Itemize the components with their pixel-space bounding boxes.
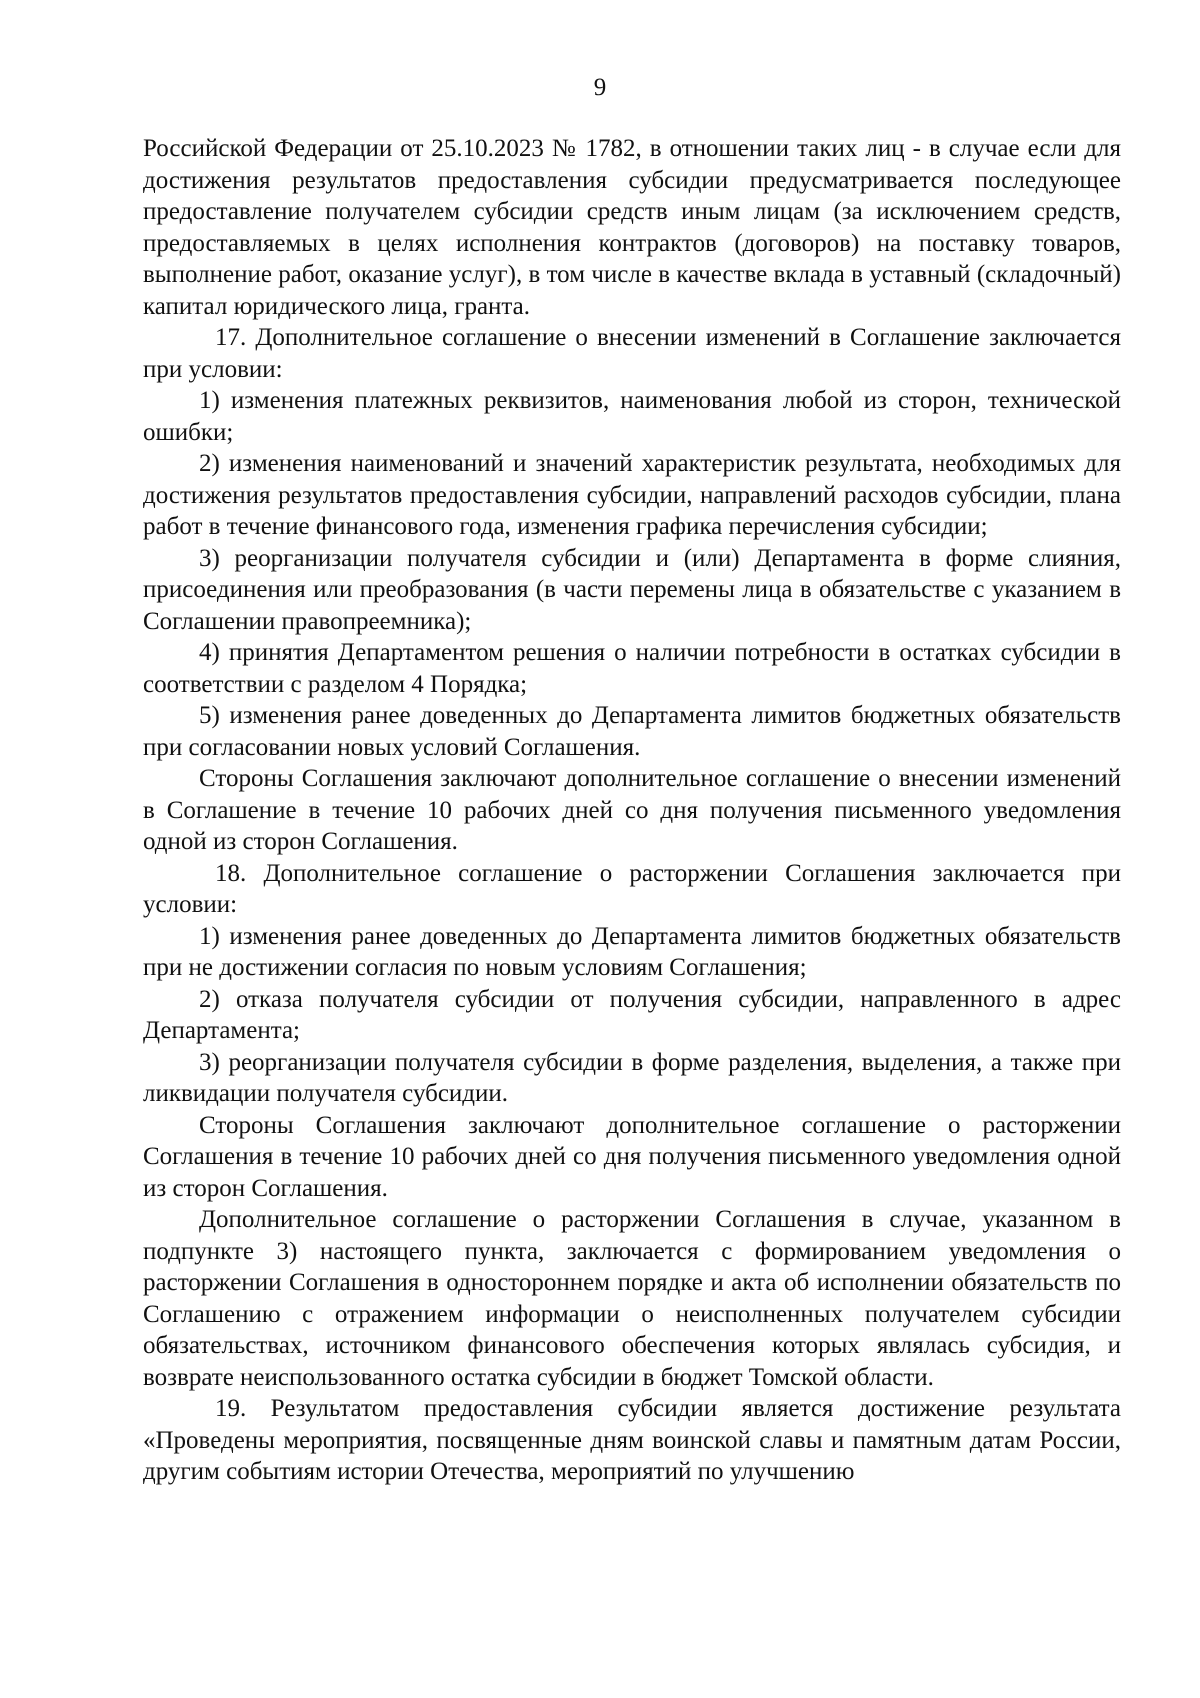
clause-17-terms: Стороны Соглашения заключают дополнительное соглашение о внесении изменений в Соглашение в течение 10 рабочих дней со дня получения письменного уведомления одной из сторон Соглашения. [143,765,1121,855]
clause-18-subitem-3: 3) реорганизации получателя субсидии в форме разделения, выделения, а также при ликвидации получателя субсидии. [143,1048,1121,1107]
clause-17-subitem-4: 4) принятия Департаментом решения о наличии потребности в остатках субсидии в соответствии с разделом 4 Порядка; [143,639,1121,698]
paragraph-continuation: Российской Федерации от 25.10.2023 № 1782, в отношении таких лиц - в случае если для достижения результатов предоставления субсидии предусматривается последующее предоставление получателем субсидии средств иным лицам (за исключением средств, предоставляемых в целях исполнения контрактов (договоров) на поставку товаров, выполнение работ, оказание услуг), в том числе в качестве вклада в уставный (складочный) капитал юридического лица, гранта. [143,135,1121,320]
clause-17-subitem-3: 3) реорганизации получателя субсидии и (или) Департамента в форме слияния, присоединения или преобразования (в части перемены лица в обязательстве с указанием в Соглашении правопреемника); [143,544,1121,635]
clause-18-termination-details: Дополнительное соглашение о расторжении Соглашения в случае, указанном в подпункте 3) настоящего пункта, заключается с формированием уведомления о расторжении Соглашения в одностороннем порядке и акта об исполнении обязательств по Соглашению с отражением информации о неисполненных получателем субсидии обязательствах, источником финансового обеспечения которых являлась субсидия, и возврате неиспользованного остатка субсидии в бюджет Томской области. [143,1206,1121,1391]
clause-19-heading: 19. Результатом предоставления субсидии является достижение результата «Проведены мероприятия, посвященные дням воинской славы и памятным датам России, другим событиям истории Отечества, мероприятий по улучшению [143,1395,1121,1485]
document-body [143,133,1121,1488]
clause-18-heading: 18. Дополнительное соглашение о расторжении Соглашения заключается при условии: [143,859,1121,918]
page-number: 9 [593,74,607,101]
clause-17-subitem-5: 5) изменения ранее доведенных до Департамента лимитов бюджетных обязательств при согласовании новых условий Соглашения. [143,702,1121,761]
clause-17-heading: 17. Дополнительное соглашение о внесении изменений в Соглашение заключается при условии: [143,324,1121,383]
clause-17-subitem-1: 1) изменения платежных реквизитов, наименования любой из сторон, технической ошибки; [143,387,1121,446]
clause-18-subitem-1: 1) изменения ранее доведенных до Департамента лимитов бюджетных обязательств при не достижении согласия по новым условиям Соглашения; [143,922,1121,981]
clause-18-subitem-2: 2) отказа получателя субсидии от получения субсидии, направленного в адрес Департамента; [143,985,1121,1044]
clause-18-terms: Стороны Соглашения заключают дополнительное соглашение о расторжении Соглашения в течение 10 рабочих дней со дня получения письменного уведомления одной из сторон Соглашения. [143,1111,1121,1202]
clause-17-subitem-2: 2) изменения наименований и значений характеристик результата, необходимых для достижения результатов предоставления субсидии, направлений расходов субсидии, плана работ в течение финансового года, изменения графика перечисления субсидии; [143,450,1121,540]
